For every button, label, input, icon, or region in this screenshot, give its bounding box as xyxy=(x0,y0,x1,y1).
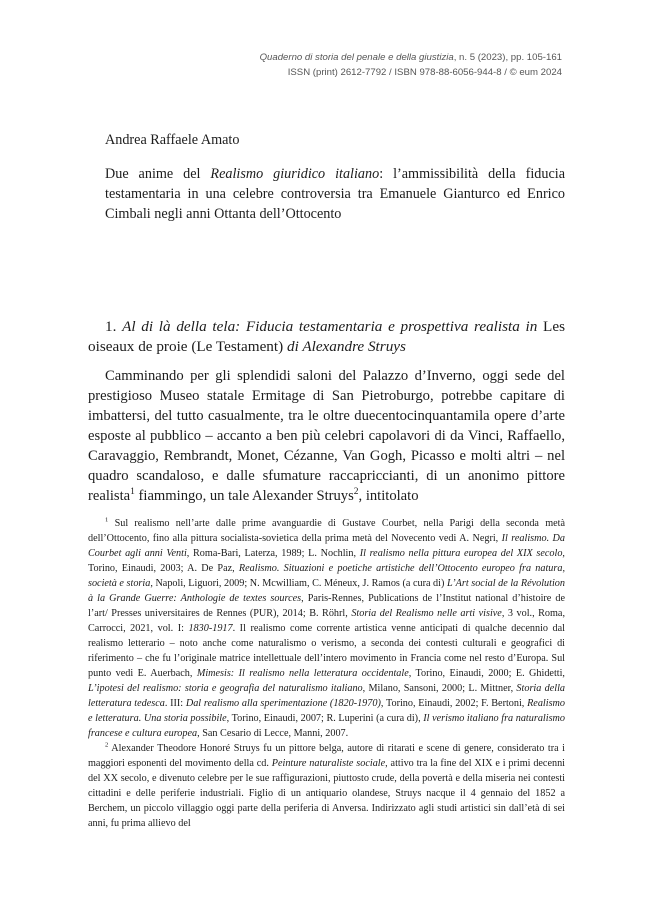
footnote-italic: L’Art social de la Révolution à la Grande Guerre: Anthologie de textes sources xyxy=(88,578,565,604)
section-heading xyxy=(88,317,565,357)
footnotes xyxy=(88,516,565,831)
author-name: Andrea Raffaele Amato xyxy=(105,132,240,148)
body-text: Camminando per gli splendidi saloni del Palazzo d’Inverno, oggi sede del prestigioso Museo statale Ermitage di San Pietroburgo, potrebbe capitare di imbattersi, del tutto casualmente, tra le oltre duecentocinquantamila opere d’arte esposte al pubblico – accanto a ben più celebri capolavori di da Vinci, Raffaello, Caravaggio, Rembrandt, Monet, Cézanne, Van Gogh, Picasso e molti altri – nel quadro scandaloso, e dalle sfumature raccapriccianti, di un anonimo pittore realista xyxy=(88,368,565,504)
footnote-text: Sul realismo nell’arte dalle prime avanguardie di Gustave Courbet, nella Parigi della seconda metà dell’Ottocento, fino alla pittura socialista-sovietica della prima metà del Novecento vedi A. Negri, xyxy=(88,518,565,544)
footnote-mark: 1 xyxy=(105,516,109,524)
footnote-italic: Dal realismo alla sperimentazione (1820-1970) xyxy=(185,698,381,709)
footnote-text: , Paris-Rennes, Publications de l’Institut national d’histoire de l’art/ Presses universitaires de Rennes (PUR), 2014; B. Röhrl, xyxy=(88,593,565,619)
footnote-text: , Torino, Einaudi, 2003; A. De Paz, xyxy=(88,548,565,574)
footnote-italic: Il verismo italiano fra naturalismo francese e cultura europea xyxy=(88,713,565,739)
footnote-ref-2[interactable]: 2 xyxy=(353,487,359,498)
article-title xyxy=(105,164,565,224)
footnote-italic: Realismo. Situazioni e poetiche artistiche dell’Ottocento europeo fra natura, società e storia xyxy=(88,563,565,589)
footnote-italic: Il realismo nella pittura europea del XIX secolo xyxy=(359,548,563,559)
footnote-text: , San Cesario di Lecce, Manni, 2007. xyxy=(197,728,349,739)
footnote-text: , Roma-Bari, Laterza, 1989; L. Nochlin, xyxy=(186,548,360,559)
footnote-text: , Torino, Einaudi, 2002; F. Bertoni, xyxy=(380,698,528,709)
issue-pages: , n. 5 (2023), pp. 105-161 xyxy=(453,52,562,63)
footnote-italic: Storia del Realismo nelle arti visive xyxy=(351,608,502,619)
footnote-text: . Il realismo come corrente artistica venne anticipati di qualche decennio dal realismo letterario – noto anche come naturalismo o verismo, a seconda dei contesti culturali e geografici di riferimento – che fu l’originale matrice intellettuale dell’intero movimento in Francia come nel resto d’Europa. Sul punto vedi E. Auerbach, xyxy=(88,623,565,679)
footnote-italic: Peinture naturaliste sociale xyxy=(271,758,386,769)
footnote-italic: Il realismo. Da Courbet agli anni Venti xyxy=(88,533,565,559)
footnote-1 xyxy=(88,516,565,741)
footnote-italic: L’ipotesi del realismo: storia e geografia del naturalismo italiano xyxy=(88,683,363,694)
footnote-text: , Torino, Einaudi, 2007; R. Luperini (a cura di), xyxy=(226,713,424,724)
issn-line: ISSN (print) 2612-7792 / ISBN 978-88-6056-944-8 / © eum 2024 xyxy=(287,67,562,78)
body-text: fiammingo, un tale Alexander Struys xyxy=(134,488,354,504)
section-roman: Les oiseaux de proie (Le Testament) xyxy=(88,318,565,355)
footnote-text: , Torino, Einaudi, 2000; E. Ghidetti, xyxy=(408,668,565,679)
title-part: : l’ammissibilità della fiducia testamentaria in una celebre controversia tra Emanuele Gianturco ed Enrico Cimbali negli anni Ottanta dell’Ottocento xyxy=(105,166,565,222)
footnote-mark: 2 xyxy=(105,741,109,749)
footnote-italic: Mimesis: Il realismo nella letteratura occidentale xyxy=(196,668,409,679)
body-paragraph xyxy=(88,366,565,506)
footnote-italic: Storia della letteratura tedesca xyxy=(88,683,565,709)
running-header xyxy=(142,50,562,80)
footnote-text: . III: xyxy=(164,698,186,709)
footnote-ref-1[interactable]: 1 xyxy=(130,487,135,498)
journal-citation xyxy=(142,50,562,65)
footnote-text: , Napoli, Liguori, 2009; N. Mcwilliam, C. Méneux, J. Ramos (a cura di) xyxy=(150,578,447,589)
footnote-italic: 1830-1917 xyxy=(188,623,233,634)
section-italic: Al di là della tela: Fiducia testamentaria e prospettiva realista in xyxy=(122,318,538,335)
footnote-2 xyxy=(88,741,565,831)
footnote-text: Alexander Theodore Honoré Struys fu un pittore belga, autore di ritarati e scene di genere, considerato tra i maggiori esponenti del movimento della cd. xyxy=(88,743,565,769)
footnote-text: , 3 vol., Roma, Carrocci, 2021, vol. I: xyxy=(88,608,566,634)
footnote-text: , Milano, Sansoni, 2000; L. Mittner, xyxy=(362,683,517,694)
body-text: , intitolato xyxy=(358,488,419,504)
section-number: 1. xyxy=(105,318,123,335)
footnote-text: , attivo tra la fine del XIX e i primi decenni del XX secolo, e divenuto celebre per le sue raffigurazioni, piuttosto crude, della povertà e della miseria nei contesti cittadini e delle periferie industriali. Figlio di un antiquario olandese, Struys nacque il 4 gennaio del 1852 a Berchem, un piccolo villaggio oggi parte della periferia di Anversa. Indirizzato agli studi artistici sin dall’età di sei anni, fu prima allievo del xyxy=(88,758,565,829)
footnote-italic: Realismo e letteratura. Una storia possibile xyxy=(88,698,565,724)
title-italic: Realismo giuridico italiano xyxy=(210,166,380,182)
title-part: Due anime del xyxy=(105,166,211,182)
journal-name: Quaderno di storia del penale e della giustizia xyxy=(259,52,454,63)
section-italic: di Alexandre Struys xyxy=(286,338,406,355)
